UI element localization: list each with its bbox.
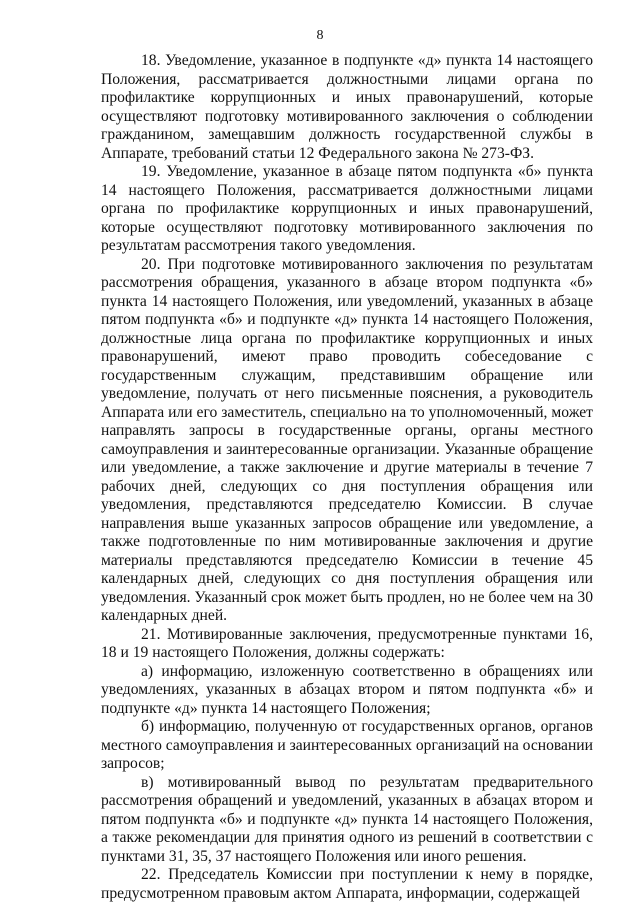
paragraph-21-v: в) мотивированный вывод по результатам предварительного рассмотрения обращений и уведомлений, указанных в абзацах втором и пятом подпункта «б» и подпункте «д» пункта 14 настоящего Положения, а также рекомендации для принятия одного из решений в соответствии с пунктами 31, 35, 37 настоящего Положения или иного решения.	[101, 773, 593, 865]
paragraph-20: 20. При подготовке мотивированного заключения по результатам рассмотрения обращения, указанного в абзаце втором подпункта «б» пункта 14 настоящего Положения, или уведомлений, указанных в абзаце пятом подпункта «б» и подпункте «д» пункта 14 настоящего Положения, должностные лица органа по профилактике коррупционных и иных правонарушений, имеют право проводить собеседование с государственным служащим, представившим обращение или уведомление, получать от него письменные пояснения, а руководитель Аппарата или его заместитель, специально на то уполномоченный, может направлять запросы в государственные органы, органы местного самоуправления и заинтересованные организации. Указанные обращение или уведомление, а также заключение и другие материалы в течение 7 рабочих дней, следующих со дня поступления обращения или уведомления, представляются председателю Комиссии. В случае направления выше указанных запросов обращение или уведомление, а также подготовленные по ним мотивированные заключения и другие материалы представляются председателю Комиссии в течение 45 календарных дней, следующих со дня поступления обращения или уведомления. Указанный срок может быть продлен, но не более чем на 30 календарных дней.	[101, 255, 593, 624]
document-body	[101, 52, 593, 903]
paragraph-19: 19. Уведомление, указанное в абзаце пятом подпункта «б» пункта 14 настоящего Положения, рассматривается должностными лицами органа по профилактике коррупционных и иных правонарушений, которые осуществляют подготовку мотивированного заключения по результатам рассмотрения такого уведомления.	[101, 163, 593, 254]
paragraph-18: 18. Уведомление, указанное в подпункте «д» пункта 14 настоящего Положения, рассматривается должностными лицами органа по профилактике коррупционных и иных правонарушений, которые осуществляют подготовку мотивированного заключения о соблюдении гражданином, замещавшим должность государственной службы в Аппарате, требований статьи 12 Федерального закона № 273-ФЗ.	[101, 52, 593, 162]
paragraph-21-b: б) информацию, полученную от государственных органов, органов местного самоуправления и заинтересованных организаций на основании запросов;	[101, 718, 594, 772]
paragraph-22: 22. Председатель Комиссии при поступлении к нему в порядке, предусмотренном правовым актом Аппарата, информации, содержащей	[101, 866, 593, 902]
paragraph-21-a: а) информацию, изложенную соответственно в обращениях или уведомлениях, указанных в абзацах втором и пятом подпункта «б» и подпункте «д» пункта 14 настоящего Положения;	[101, 662, 593, 717]
page-number: 8	[316, 28, 324, 43]
paragraph-21: 21. Мотивированные заключения, предусмотренные пунктами 16, 18 и 19 настоящего Положения, должны содержать:	[101, 625, 593, 661]
